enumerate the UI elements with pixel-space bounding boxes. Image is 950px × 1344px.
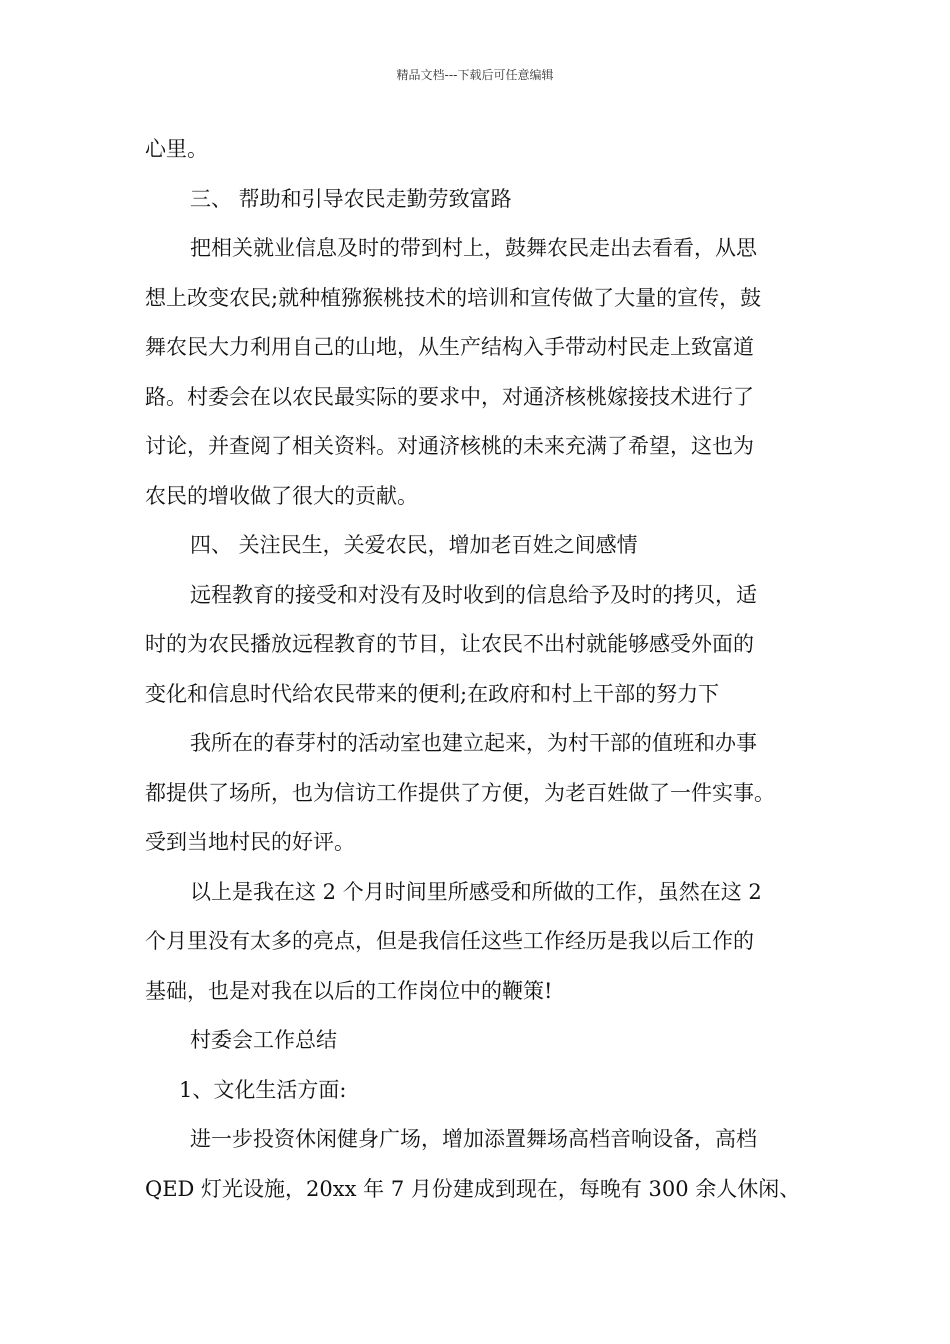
text-line: 个月里没有太多的亮点，但是我信任这些工作经历是我以后工作的 <box>145 929 754 953</box>
text-line: 都提供了场所，也为信访工作提供了方便，为老百姓做了一件实事。 <box>145 780 775 805</box>
text-line: 路。村委会在以农民最实际的要求中，对通济核桃嫁接技术进行了 <box>145 384 754 409</box>
document-body <box>145 125 810 1214</box>
page-header: 精品文档---下载后可任意编辑 <box>396 68 554 82</box>
section-heading: 四、 关注民生，关爱农民，增加老百姓之间感情 <box>190 533 638 557</box>
text-line: 想上改变农民;就种植猕猴桃技术的培训和宣传做了大量的宣传，鼓 <box>145 285 762 310</box>
text-line: 受到当地村民的好评。 <box>145 830 355 854</box>
text-line: 讨论，并查阅了相关资料。对通济核桃的未来充满了希望，这也为 <box>145 434 754 458</box>
text-line: 把相关就业信息及时的带到村上，鼓舞农民走出去看看，从思 <box>190 236 757 260</box>
subtitle: 村委会工作总结 <box>190 1028 337 1052</box>
text-line: 农民的增收做了很大的贡献。 <box>145 483 418 508</box>
text-line: 变化和信息时代给农民带来的便利;在政府和村上干部的努力下 <box>145 681 720 706</box>
text-line: 基础，也是对我在以后的工作岗位中的鞭策! <box>145 978 553 1003</box>
section-heading: 三、 帮助和引导农民走勤劳致富路 <box>190 186 512 211</box>
section-heading: 1、文化生活方面: <box>179 1077 347 1102</box>
text-line: 远程教育的接受和对没有及时收到的信息给予及时的拷贝，适 <box>190 582 757 607</box>
text-line: 进一步投资休闲健身广场，增加添置舞场高档音响设备，高档 <box>190 1127 757 1151</box>
text-line: 时的为农民播放远程教育的节目，让农民不出村就能够感受外面的 <box>145 632 754 656</box>
text-line: 心里。 <box>145 137 208 161</box>
text-line: QED 灯光设施，20xx 年 7 月份建成到现在，每晚有 300 余人休闲、 <box>145 1176 801 1201</box>
text-line: 以上是我在这 2 个月时间里所感受和所做的工作，虽然在这 2 <box>190 879 762 904</box>
text-line: 我所在的春芽村的活动室也建立起来，为村干部的值班和办事 <box>190 731 757 755</box>
text-line: 舞农民大力利用自己的山地，从生产结构入手带动村民走上致富道 <box>145 335 754 359</box>
